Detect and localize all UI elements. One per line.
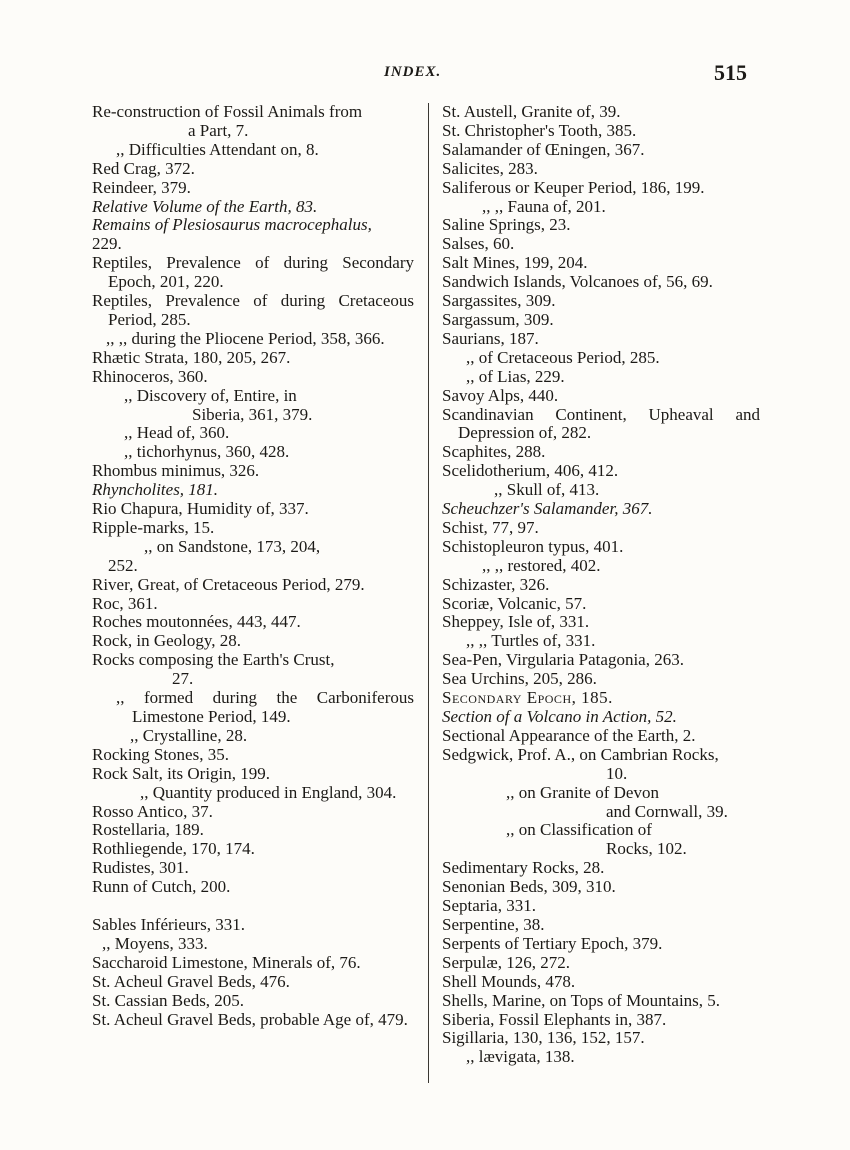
index-entry: Rhinoceros, 360. [92, 366, 208, 386]
index-entry: Roc, 361. [92, 593, 158, 613]
index-entry: Rocks composing the Earth's Crust, [92, 650, 335, 670]
index-entry: Rhyncholites, 181. [92, 480, 219, 500]
index-entry: ,, tichorhynus, 360, 428. [124, 442, 290, 462]
index-entry: Schist, 77, 97. [442, 517, 539, 537]
index-entry: Salt Mines, 199, 204. [442, 253, 588, 273]
index-entry: Rhætic Strata, 180, 205, 267. [92, 347, 291, 367]
index-entry: Rothliegende, 170, 174. [92, 839, 255, 859]
index-entry: Salamander of Œningen, 367. [442, 139, 645, 159]
index-entry: River, Great, of Cretaceous Period, 279. [92, 574, 365, 594]
index-entry: ,, Difficulties Attendant on, 8. [116, 139, 319, 159]
index-entry: Secondary Epoch, 185. [442, 688, 613, 708]
index-entry: St. Austell, Granite of, 39. [442, 102, 621, 121]
index-entry: Saccharoid Limestone, Minerals of, 76. [92, 952, 361, 972]
index-entry: Sedimentary Rocks, 28. [442, 858, 605, 878]
index-entry: Serpentine, 38. [442, 914, 545, 934]
column-divider [428, 103, 429, 1083]
index-entry: Salses, 60. [442, 234, 515, 254]
index-entry: Remains of Plesiosaurus macrocephalus, [92, 215, 372, 235]
index-entry: Roches moutonnées, 443, 447. [92, 612, 301, 632]
index-entry: Rudistes, 301. [92, 858, 189, 878]
index-entry: 229. [92, 234, 122, 254]
index-column-left [92, 103, 414, 1030]
index-column-right [442, 103, 760, 1067]
index-entry: ,, ,, Fauna of, 201. [482, 196, 606, 216]
index-entry: and Cornwall, 39. [606, 801, 728, 821]
index-entry: Reindeer, 379. [92, 177, 191, 197]
index-entry: ,, Skull of, 413. [494, 480, 600, 500]
index-entry: Scheuchzer's Salamander, 367. [442, 499, 653, 519]
index-entry: ,, ,, Turtles of, 331. [466, 631, 596, 651]
index-entry: Septaria, 331. [442, 896, 536, 916]
index-entry: ,, Moyens, 333. [102, 933, 208, 953]
index-entry: Re-construction of Fossil Animals from [92, 102, 363, 121]
index-entry: Shell Mounds, 478. [442, 971, 576, 991]
index-entry: Sectional Appearance of the Earth, 2. [442, 725, 696, 745]
index-entry: ,, of Lias, 229. [466, 366, 565, 386]
index-entry: Shells, Marine, on Tops of Mountains, 5. [442, 990, 721, 1010]
page-number: 515 [714, 60, 747, 85]
index-entry: Serpulæ, 126, 272. [442, 952, 570, 972]
index-entry: Runn of Cutch, 200. [92, 877, 231, 897]
index-entry: Scelidotherium, 406, 412. [442, 461, 619, 481]
index-entry: Schizaster, 326. [442, 574, 550, 594]
section-gap [92, 897, 414, 916]
index-entry: ,, formed during the Carboniferous Limestone Period, 149. [116, 688, 414, 726]
index-entry: Salicites, 283. [442, 158, 538, 178]
index-entry: St. Acheul Gravel Beds, probable Age of, 479. [92, 1009, 408, 1029]
index-entry: ,, Crystalline, 28. [130, 725, 248, 745]
index-entry: ,, Quantity produced in England, 304. [140, 782, 397, 802]
index-entry: Rock Salt, its Origin, 199. [92, 763, 271, 783]
index-entry: Section of a Volcano in Action, 52. [442, 707, 677, 726]
index-entry: Savoy Alps, 440. [442, 385, 559, 405]
index-entry: Rostellaria, 189. [92, 820, 204, 840]
index-entry: Schistopleuron typus, 401. [442, 536, 624, 556]
index-entry: Ripple-marks, 15. [92, 517, 215, 537]
index-entry: Rio Chapura, Humidity of, 337. [92, 499, 309, 519]
index-entry: 252. [108, 555, 138, 575]
index-entry: 27. [172, 669, 194, 689]
index-entry: St. Cassian Beds, 205. [92, 990, 245, 1010]
index-entry: Sea-Pen, Virgularia Patagonia, 263. [442, 650, 684, 670]
index-entry: Sheppey, Isle of, 331. [442, 612, 590, 632]
index-entry: Saliferous or Keuper Period, 186, 199. [442, 177, 705, 197]
index-entry: Sargassites, 309. [442, 291, 556, 311]
index-entry: Rosso Antico, 37. [92, 801, 213, 821]
index-entry: 10. [606, 763, 628, 783]
page-header [0, 60, 850, 90]
index-entry: Rock, in Geology, 28. [92, 631, 242, 651]
index-entry: Siberia, Fossil Elephants in, 387. [442, 1009, 667, 1029]
index-entry: Senonian Beds, 309, 310. [442, 877, 616, 897]
index-entry: ,, on Granite of Devon [506, 782, 659, 802]
index-entry: Reptiles, Prevalence of during Secondary Epoch, 201, 220. [92, 253, 414, 292]
index-entry: Rhombus minimus, 326. [92, 461, 260, 481]
index-entry: Rocking Stones, 35. [92, 744, 229, 764]
index-entry: Sigillaria, 130, 136, 152, 157. [442, 1028, 645, 1048]
index-entry: ,, on Classification of [506, 820, 652, 840]
index-entry: ,, of Cretaceous Period, 285. [466, 347, 660, 367]
index-entry: Rocks, 102. [606, 839, 687, 859]
index-entry: St. Acheul Gravel Beds, 476. [92, 971, 290, 991]
index-entry: Saline Springs, 23. [442, 215, 571, 235]
index-entry: ,, on Sandstone, 173, 204, [144, 536, 321, 556]
index-entry: Sea Urchins, 205, 286. [442, 669, 597, 689]
running-title: INDEX. [384, 64, 442, 80]
index-entry: Sedgwick, Prof. A., on Cambrian Rocks, [442, 744, 719, 764]
index-entry: Serpents of Tertiary Epoch, 379. [442, 933, 663, 953]
index-entry: ,, Head of, 360. [124, 423, 230, 443]
index-entry: ,, ,, during the Pliocene Period, 358, 366. [106, 328, 385, 348]
index-entry: Sandwich Islands, Volcanoes of, 56, 69. [442, 272, 713, 292]
index-entry: ,, lævigata, 138. [466, 1047, 575, 1067]
index-entry: a Part, 7. [188, 120, 249, 140]
index-entry: Red Crag, 372. [92, 158, 195, 178]
index-entry: St. Christopher's Tooth, 385. [442, 120, 637, 140]
index-entry: Sargassum, 309. [442, 309, 554, 329]
index-entry: Scandinavian Continent, Upheaval and Depression of, 282. [442, 404, 760, 443]
index-entry: ,, ,, restored, 402. [482, 555, 601, 575]
index-entry: Saurians, 187. [442, 328, 539, 348]
index-entry: Reptiles, Prevalence of during Cretaceous Period, 285. [92, 291, 414, 329]
index-entry: Scaphites, 288. [442, 442, 546, 462]
index-entry: Scoriæ, Volcanic, 57. [442, 593, 587, 613]
index-entry: Relative Volume of the Earth, 83. [92, 196, 318, 216]
index-entry: ,, Discovery of, Entire, in [124, 385, 297, 405]
index-entry: Siberia, 361, 379. [192, 404, 313, 424]
index-entry: Sables Inférieurs, 331. [92, 915, 245, 935]
